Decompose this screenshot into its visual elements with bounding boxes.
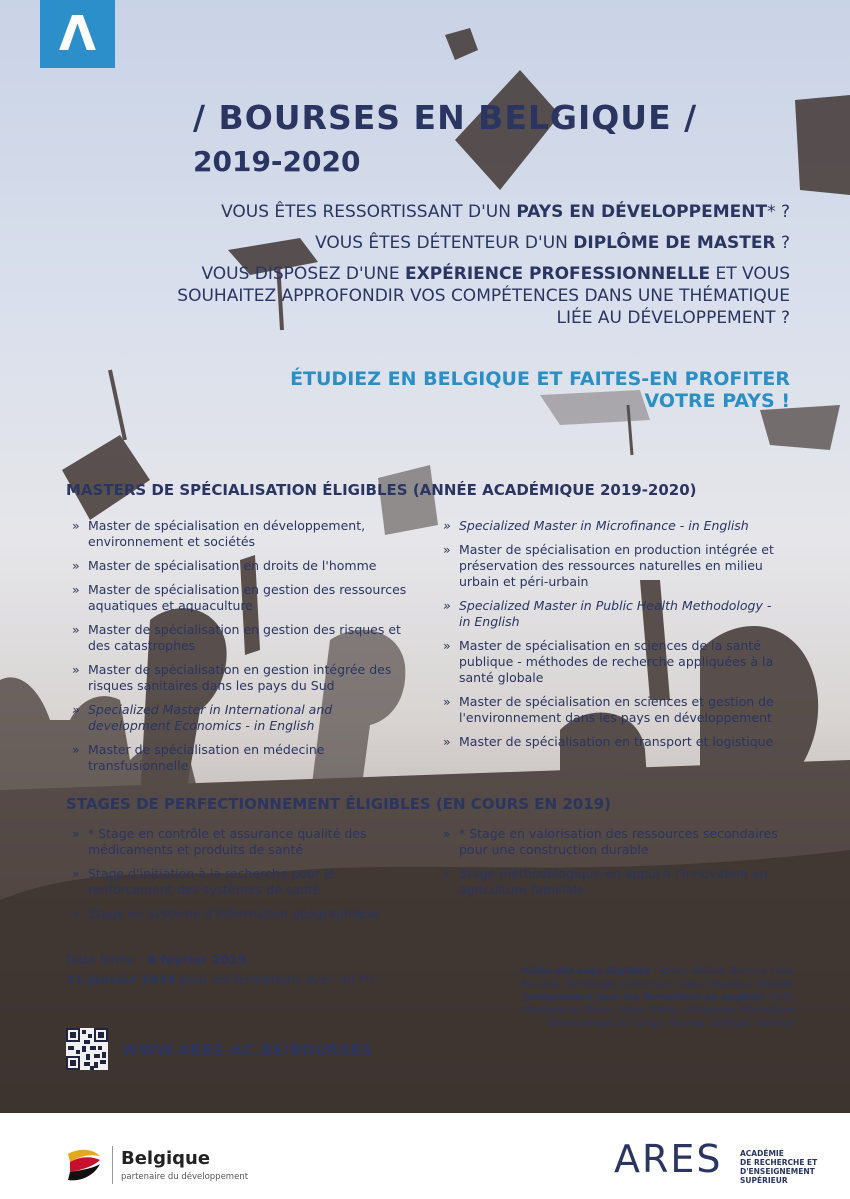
list-item: » Specialized Master in Public Health Methodology - in English bbox=[443, 598, 783, 630]
eligible-countries-note: *Liste des pays éligibles : Benin, Bolivie, Burkina Faso, Burundi, Cambodge, Cameroun, Cuba, Equateur, Ethiopie (uniquement pour les formations en anglais), Haïti, Madagascar, Maroc, Niger, Pérou, Philippines, République Démocratique du Congo, Ruanda, Sénégal, Vietnam bbox=[520, 966, 795, 1029]
belgique-sublabel: partenaire du développement bbox=[121, 1172, 249, 1182]
stages-list-right bbox=[443, 826, 783, 906]
masters-list-left bbox=[72, 518, 417, 782]
question-1: VOUS ÊTES RESSORTISSANT D'UN PAYS EN DÉVELOPPEMENT* ? bbox=[221, 202, 790, 222]
call-to-action bbox=[190, 368, 790, 412]
deadline bbox=[66, 950, 378, 990]
list-item: » Master de spécialisation en médecine transfusionnelle bbox=[72, 742, 417, 774]
list-item: » Stage d'initiation à la recherche pour le renforcement des systèmes de santé bbox=[72, 866, 417, 898]
stages-list-left bbox=[72, 826, 417, 930]
list-item: » Master de spécialisation en gestion des ressources aquatiques et aquaculture bbox=[72, 582, 417, 614]
logo-letter: Λ bbox=[58, 6, 97, 62]
questions-block bbox=[170, 201, 790, 338]
list-item: » Master de spécialisation en sciences et gestion de l'environnement dans les pays en développement bbox=[443, 694, 783, 726]
list-item: » Master de spécialisation en gestion intégrée des risques sanitaires dans les pays du Sud bbox=[72, 662, 417, 694]
list-item: » Master de spécialisation en gestion des risques et des catastrophes bbox=[72, 622, 417, 654]
deadline-line-1: Date limite : 8 février 2019. bbox=[66, 952, 251, 967]
list-item: » * Stage en contrôle et assurance qualité des médicaments et produits de santé bbox=[72, 826, 417, 858]
divider bbox=[112, 1146, 113, 1184]
list-item: » Master de spécialisation en développement, environnement et sociétés bbox=[72, 518, 417, 550]
masters-list-right bbox=[443, 518, 783, 758]
qr-code bbox=[66, 1028, 108, 1070]
deadline-line-2: 11 janvier 2019 pour les formations avec un (*). bbox=[66, 972, 379, 987]
masters-section-title: MASTERS DE SPÉCIALISATION ÉLIGIBLES (ANNÉE ACADÉMIQUE 2019-2020) bbox=[66, 481, 697, 499]
question-3: VOUS DISPOSEZ D'UNE EXPÉRIENCE PROFESSIONNELLE ET VOUS SOUHAITEZ APPROFONDIR VOS COMPÉTENCES DANS UNE THÉMATIQUE LIÉE AU DÉVELOPPEMENT ? bbox=[177, 264, 790, 328]
question-2: VOUS ÊTES DÉTENTEUR D'UN DIPLÔME DE MASTER ? bbox=[315, 233, 790, 253]
list-item: » * Stage en valorisation des ressources secondaires pour une construction durable bbox=[443, 826, 783, 858]
academic-year: 2019-2020 bbox=[193, 145, 361, 178]
cta-line-1: ÉTUDIEZ EN BELGIQUE ET FAITES-EN PROFITER bbox=[290, 368, 790, 390]
belgique-label: Belgique bbox=[121, 1148, 211, 1169]
list-item: » Stage méthodologique en appui à l'innovation en agriculture familiale bbox=[443, 866, 783, 898]
stages-section-title: STAGES DE PERFECTIONNEMENT ÉLIGIBLES (EN COURS EN 2019) bbox=[66, 795, 611, 813]
list-item: » Specialized Master in International and development Economics - in English bbox=[72, 702, 417, 734]
page-title: / BOURSES EN BELGIQUE / bbox=[193, 98, 698, 137]
ares-logo bbox=[40, 0, 115, 68]
list-item: » Master de spécialisation en droits de l'homme bbox=[72, 558, 417, 574]
cta-line-2: VOTRE PAYS ! bbox=[644, 390, 790, 412]
list-item: » Specialized Master in Microfinance - in English bbox=[443, 518, 783, 534]
list-item: » Master de spécialisation en transport et logistique bbox=[443, 734, 783, 750]
ares-description: ACADÉMIE DE RECHERCHE ET D'ENSEIGNEMENT SUPÉRIEUR bbox=[740, 1149, 818, 1185]
list-item: » Master de spécialisation en production intégrée et préservation des ressources naturelles en milieu urbain et péri-urbain bbox=[443, 542, 783, 590]
list-item: » Master de spécialisation en sciences de la santé publique - méthodes de recherche appliquées à la santé globale bbox=[443, 638, 783, 686]
belgium-cooperation-logo-icon bbox=[64, 1146, 104, 1184]
list-item: » Stage en système d'information géographique bbox=[72, 906, 417, 922]
ares-wordmark: ARES bbox=[614, 1137, 723, 1181]
website-link[interactable]: WWW.ARES-AC.BE/BOURSES bbox=[122, 1041, 373, 1059]
